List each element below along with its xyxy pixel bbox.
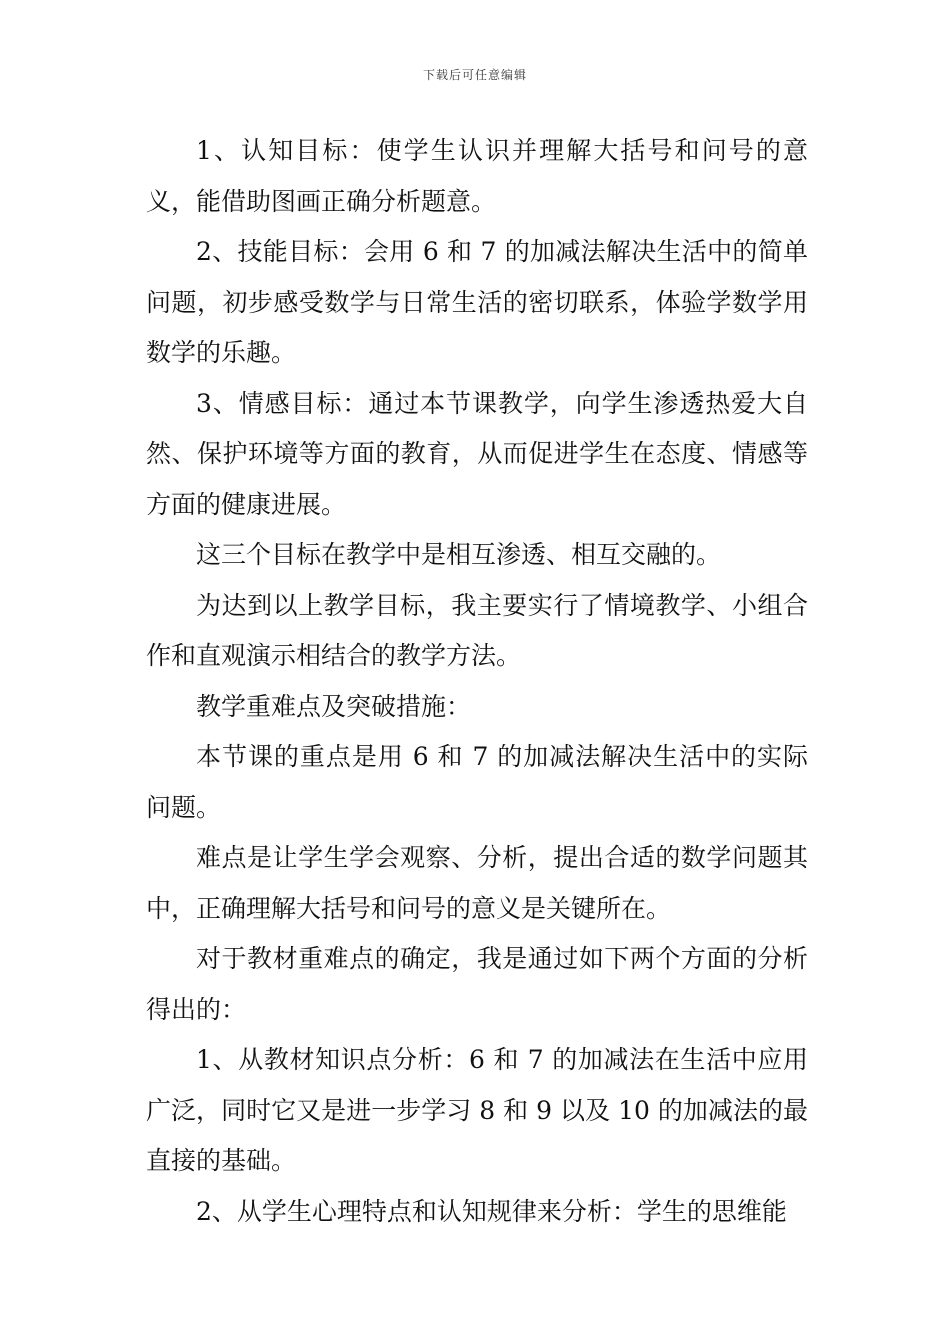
paragraph-analysis-intro: 对于教材重难点的确定，我是通过如下两个方面的分析得出的： — [146, 944, 808, 1024]
paragraph-textbook-analysis: 1、从教材知识点分析：6 和 7 的加减法在生活中应用广泛，同时它又是进一步学习 8 和 9 以及 10 的加减法的最直接的基础。 — [146, 1045, 808, 1175]
document-body — [146, 126, 808, 1237]
paragraph-key-point: 本节课的重点是用 6 和 7 的加减法解决生活中的实际问题。 — [146, 742, 808, 822]
page-header: 下载后可任意编辑 — [422, 68, 527, 82]
paragraph-skill-goal: 2、技能目标：会用 6 和 7 的加减法解决生活中的简单问题，初步感受数学与日常生活的密切联系，体验学数学用数学的乐趣。 — [146, 237, 808, 367]
paragraph-teaching-methods: 为达到以上教学目标，我主要实行了情境教学、小组合作和直观演示相结合的教学方法。 — [146, 590, 808, 670]
paragraph-emotion-goal: 3、情感目标：通过本节课教学，向学生渗透热爱大自然、保护环境等方面的教育，从而促进学生在态度、情感等方面的健康进展。 — [146, 388, 808, 519]
paragraph-cognitive-goal: 1、认知目标：使学生认识并理解大括号和问号的意义，能借助图画正确分析题意。 — [146, 136, 808, 216]
paragraph-student-analysis: 2、从学生心理特点和认知规律来分析：学生的思维能 — [196, 1196, 787, 1226]
paragraph-difficult-point: 难点是让学生学会观察、分析，提出合适的数学问题其中，正确理解大括号和问号的意义是关键所在。 — [146, 843, 808, 923]
paragraph-goals-summary: 这三个目标在教学中是相互渗透、相互交融的。 — [196, 540, 722, 569]
paragraph-key-points-heading: 教学重难点及突破措施： — [196, 691, 472, 721]
